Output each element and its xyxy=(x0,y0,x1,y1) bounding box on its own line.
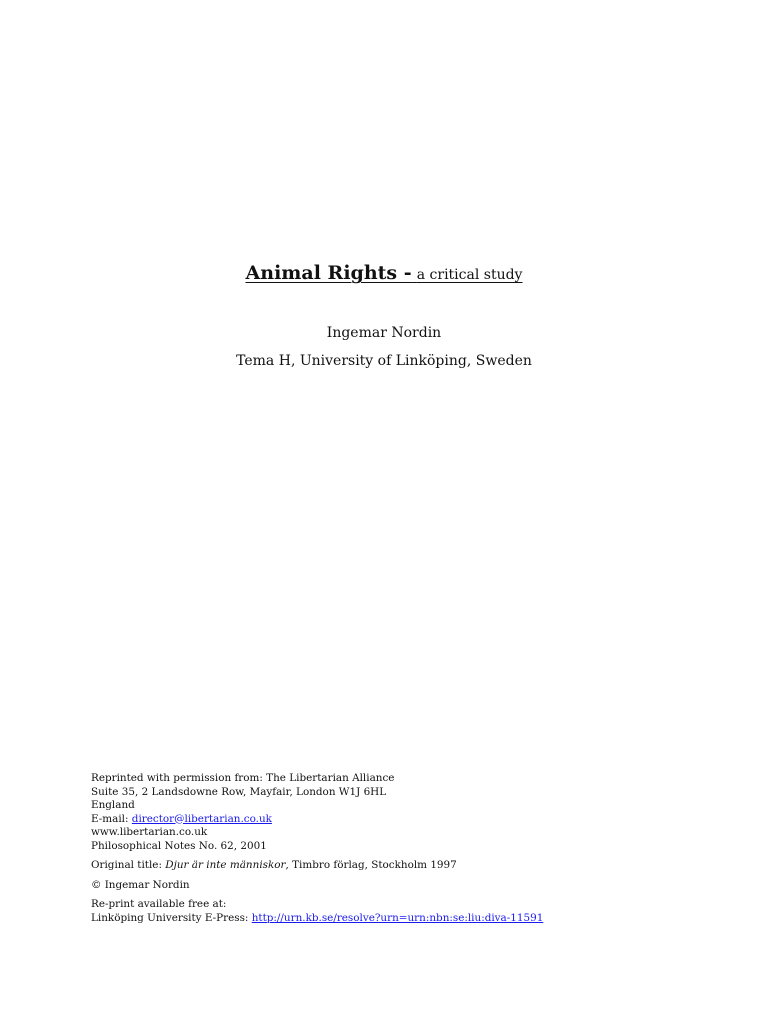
series-notes: Philosophical Notes No. 62, 2001 xyxy=(91,839,267,852)
email-link[interactable]: director@libertarian.co.uk xyxy=(131,812,272,825)
email-line xyxy=(91,813,711,827)
title-main: Animal Rights - xyxy=(245,262,412,284)
reprint-free-notice: Re-print available free at: xyxy=(91,898,227,910)
publisher-address: Suite 35, 2 Landsdowne Row, Mayfair, London W1J 6HL xyxy=(91,785,387,798)
title-subtitle: a critical study xyxy=(416,267,523,283)
copyright-notice: © Ingemar Nordin xyxy=(91,878,190,891)
document-title-block xyxy=(0,262,768,284)
epress-link[interactable]: http://urn.kb.se/resolve?urn=urn:nbn:se:liu:diva-11591 xyxy=(251,911,544,924)
author-name: Ingemar Nordin xyxy=(326,325,442,341)
website-text: www.libertarian.co.uk xyxy=(91,826,208,838)
publisher-country: England xyxy=(91,799,135,811)
epress-line xyxy=(91,912,711,926)
reprint-notice: Reprinted with permission from: The Libertarian Alliance xyxy=(91,772,395,784)
original-title-label: Original title: xyxy=(91,859,162,871)
epress-label: Linköping University E-Press: xyxy=(91,911,249,924)
original-title-line xyxy=(91,859,711,873)
original-title-publisher: , Timbro förlag, Stockholm 1997 xyxy=(285,859,457,871)
publication-info xyxy=(91,772,711,925)
email-label: E-mail: xyxy=(91,812,129,825)
author-affiliation: Tema H, University of Linköping, Sweden xyxy=(236,353,532,369)
document-title xyxy=(246,262,523,284)
original-title: Djur är inte människor xyxy=(165,859,286,871)
